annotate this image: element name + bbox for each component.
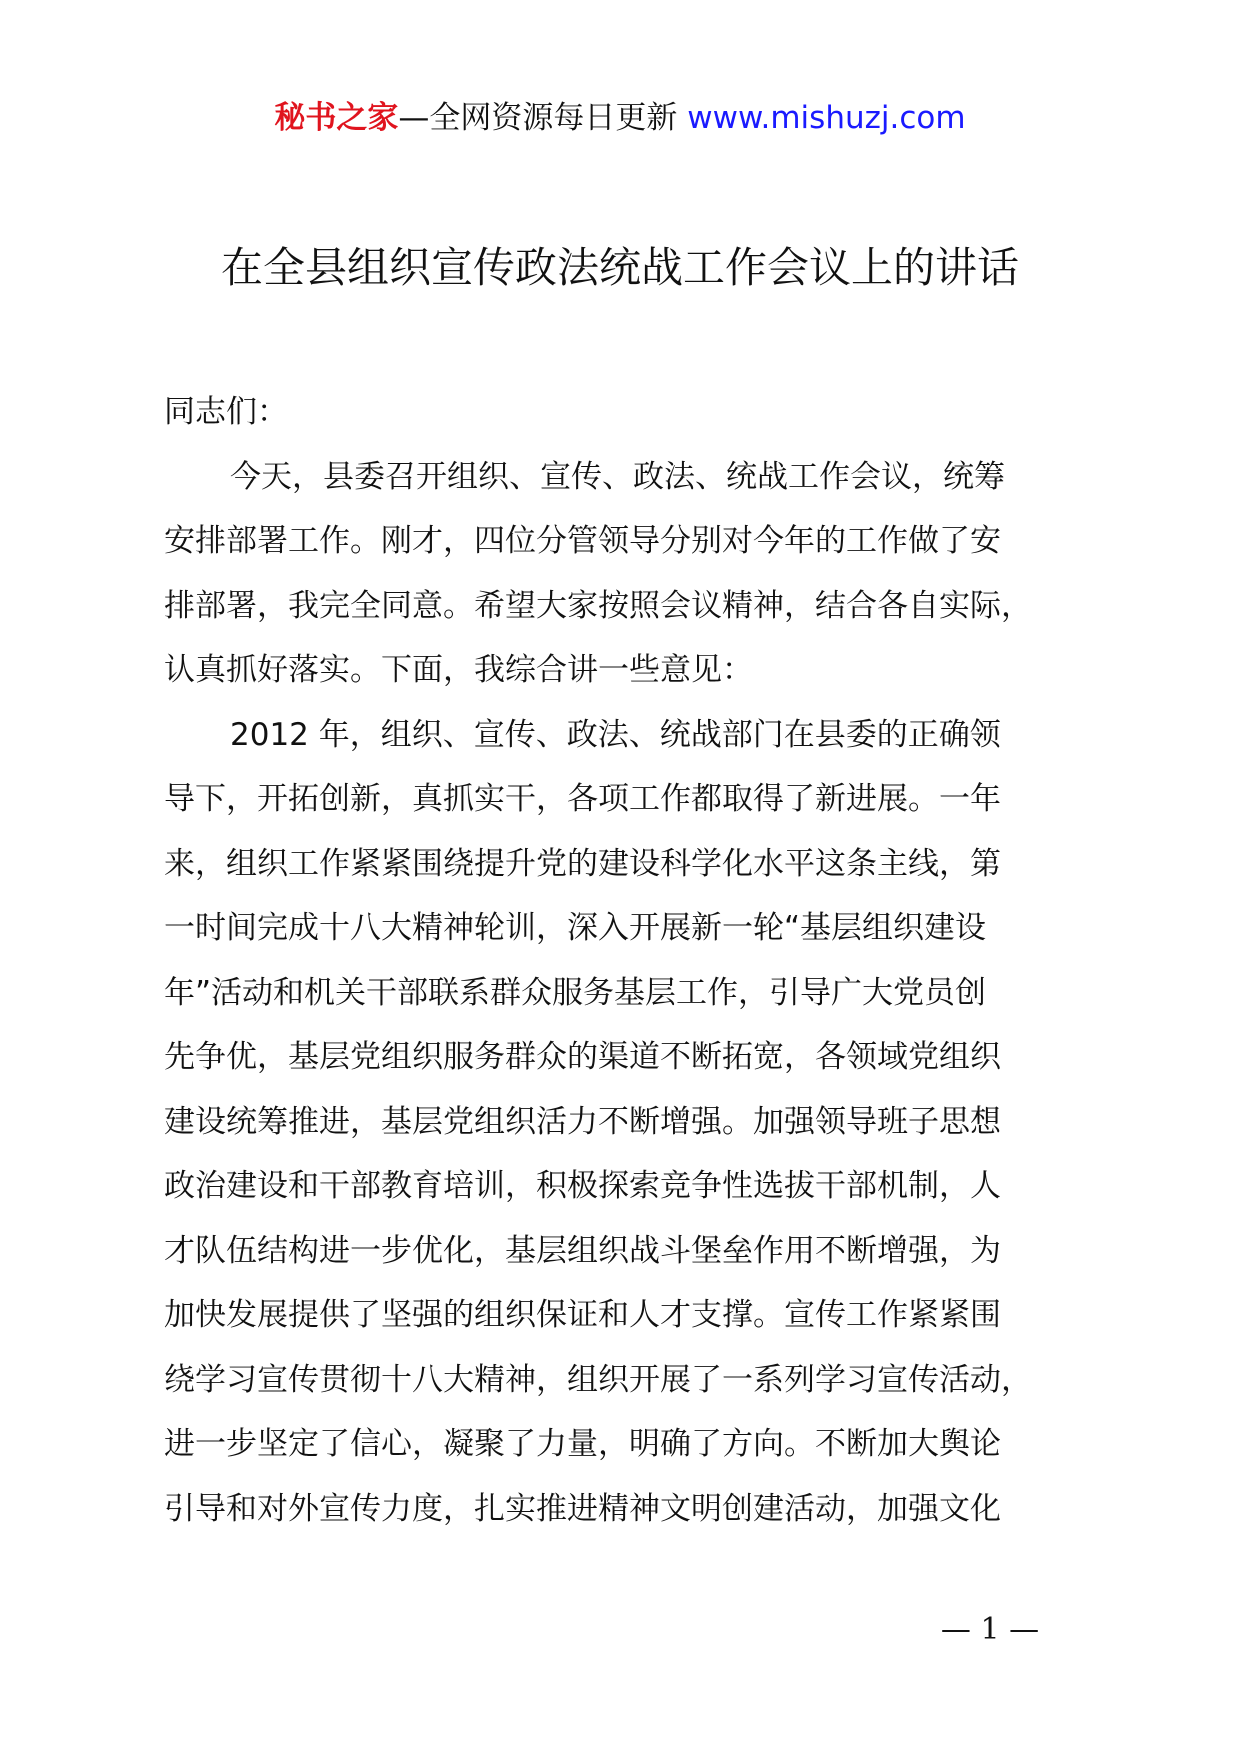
paragraph-2-line: 政治建设和干部教育培训，积极探索竞争性选拔干部机制，人 xyxy=(164,1168,1001,1204)
paragraph-1-line: 今天，县委召开组织、宣传、政法、统战工作会议，统筹 xyxy=(230,458,1005,495)
paragraph-2-line: 才队伍结构进一步优化，基层组织战斗堡垒作用不断增强，为 xyxy=(164,1232,1001,1269)
paragraph-2-line: 2012 年，组织、宣传、政法、统战部门在县委的正确领 xyxy=(230,716,1001,753)
paragraph-1-line: 安排部署工作。刚才，四位分管领导分别对今年的工作做了安 xyxy=(164,523,1001,559)
paragraph-1-line: 排部署，我完全同意。希望大家按照会议精神，结合各自实际， xyxy=(164,587,1032,624)
paragraph-2-line: 一时间完成十八大精神轮训，深入开展新一轮“基层组织建设 xyxy=(164,910,987,946)
paragraph-2-line: 导下，开拓创新，真抓实干，各项工作都取得了新进展。一年 xyxy=(164,781,1001,817)
paragraph-2-line: 先争优，基层党组织服务群众的渠道不断拓宽，各领域党组织 xyxy=(164,1039,1001,1075)
salutation: 同志们： xyxy=(164,394,288,430)
paragraph-1-line: 认真抓好落实。下面，我综合讲一些意见： xyxy=(164,652,753,688)
brand-name: 秘书之家 xyxy=(274,100,399,136)
paragraph-2-line: 来，组织工作紧紧围绕提升党的建设科学化水平这条主线，第 xyxy=(164,845,1001,882)
paragraph-2-line: 绕学习宣传贯彻十八大精神，组织开展了一系列学习宣传活动， xyxy=(164,1361,1032,1398)
paragraph-2-line: 年”活动和机关干部联系群众服务基层工作，引导广大党员创 xyxy=(164,974,987,1011)
site-url-link[interactable]: www.mishuzj.com xyxy=(687,100,966,136)
paragraph-2-line: 建设统筹推进，基层党组织活力不断增强。加强领导班子思想 xyxy=(164,1103,1001,1140)
paragraph-2-line: 引导和对外宣传力度，扎实推进精神文明创建活动，加强文化 xyxy=(164,1490,1001,1527)
site-header xyxy=(0,98,1240,138)
header-slogan: —全网资源每日更新 xyxy=(398,100,688,136)
document-title: 在全县组织宣传政法统战工作会议上的讲话 xyxy=(220,243,1019,292)
document-body xyxy=(164,380,1094,1541)
paragraph-2-line: 加快发展提供了坚强的组织保证和人才支撑。宣传工作紧紧围 xyxy=(164,1297,1001,1333)
page-number: — 1 — xyxy=(940,1612,1040,1647)
paragraph-2-line: 进一步坚定了信心，凝聚了力量，明确了方向。不断加大舆论 xyxy=(164,1426,1001,1462)
